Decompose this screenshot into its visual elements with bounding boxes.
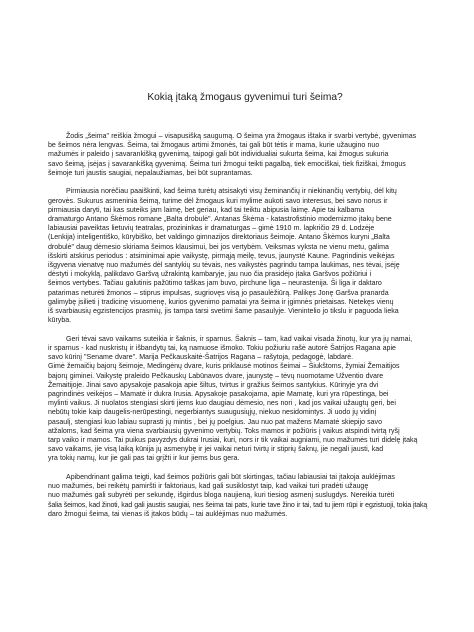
paragraph-line: Gimė žemaičių bajorų šeimoje, Medingėnų dvare, kuris priklausė motinos šeimai – Šiukštoms, žymiai Žemaitijos [48, 363, 400, 371]
paragraph-line: Geri tėvai savo vaikams suteikia ir šaknis, ir sparnus. Šaknis – tam, kad vaikai visada žinotų, kur yra jų namai, [66, 335, 413, 343]
paragraph-line: nuo mažumės gali subyrėti per sekundę, išgirdus bloga naujieną, kuri tiesiog asmenį suslugdys. Nereikia turėti [48, 492, 395, 500]
paragraph-line: savo vaikams, jie visą laiką kūnija jų asmenybę ir jei vaikai neturi tvirtų ir stiprių šaknų, jie negali jausti, kad [48, 446, 384, 454]
paragraph-line: pasaulį, stengiasi kuo labiau suprasti jų mintis , bei jų poelgius. Jau nuo pat mažens Mamatė skiepijo savo [48, 418, 383, 426]
paragraph-line: Žodis „šeima" reiškia žmogui – visapusišką saugumą. O šeima yra žmogaus ištaka ir svarbi vertybė, gyvenimas [66, 133, 417, 140]
paragraph-line: bajorų giminei. Vaikystę praleido Pečkauskų Labūnavos dvare, jaunystę – tėvų nuomotame Užventio dvare [48, 372, 384, 380]
paragraph-line: drobulė" daug dėmesio skiriama šeimos klausimui, bei jos vertybėm. Veiksmas vyksta ne vienu metu, galima [48, 243, 389, 251]
paragraph-line: kūryba. [48, 317, 72, 325]
paragraph-line: gerovės. Sukurus asmeninia šeimą, turime dėl žmogaus kuri mylime aukoti savo interesus, bei savo norus ir [48, 197, 388, 205]
paragraph-line: savo kūrinį "Sename dvare". Marija Pečkauskaitė-Šatrijos Ragana – rašytoja, pedagogė, labdarė. [48, 354, 354, 362]
paragraph-line: mylinti vaikus. Ji nuolatos stengiasi skirti jiems kuo daugiau dėmesio, nes nori , kad jos vaikai užaugtų geri, bei [48, 400, 396, 408]
paragraph-line: galimybę įsilieti į tradicinę visuomenę, kurios gyvenimo pamatai yra šeima ir įgimnės prietaisas. Netekęs vienų [48, 298, 394, 306]
paragraph-line: patarimas neturėti žmonos – stiprus impulsas, sugriovęs visą jo pasaulėžiūrą. Palikęs Jonę Garšva pranarda [48, 289, 389, 297]
paragraph-1 [48, 132, 434, 178]
paragraph-line: šeimoje turi jaustis saugiai, nepalaužiamas, bei būt suprantamas. [48, 169, 253, 177]
paragraph-line: šeimos vertybes. Tačiau galutinis pažūtimo taškas jam buvo, pirchune liga – neurastenija. Ši liga ir daktaro [48, 280, 382, 288]
paragraph-line: labiausiai paveiktas lietuvių teatralas, prozininkas ir dramaturgas – gimė 1910 m. lapkričio 29 d. Lodzėje [48, 225, 375, 233]
paragraph-line: Žemaitijoje. Jinai savo apysakoje pasakoja apie šiltus, tvirtus ir gražius šeimos santykius. Kūrinyje yra dvi [48, 381, 379, 389]
paragraph-line: dėstyti i mokyklą, palikdavo Garšvą užrakintą kambaryje, jau nuo čia prasidėjo įtaka Garšvos požiūriui i [48, 271, 372, 279]
document-title: Kokią įtaką žmogaus gyvenimui turi šeima? [147, 92, 343, 103]
paragraph-2 [48, 187, 434, 325]
paragraph-line: pagrindinės veikėjos – Mamatė ir dukra Irusia. Apysakoje pasakojama, apie Mamatę, kuri yra rūpestinga, bei [48, 391, 389, 399]
paragraph-line: (Lenkija) inteligentiško, kūrybiško, bet valdingo gimnazijos direktoriaus šeimoje. Antano Škėmos kuryni „Balta [48, 234, 390, 242]
paragraph-line: dramaturgo Antano Škėmos romane „Balta drobulė". Antanas Škėma - katastrofistinio modernizmo įtakų bene [48, 216, 392, 224]
paragraph-line: ir sparnus - kad nuskristų ir išbandytų tai, ką namuose išmoko. Tokiu požiuriu rašė autorė Šatrijos Ragana apie [48, 345, 396, 353]
paragraph-line: tarp vaiko ir mamos. Tai puikus pavyzdys dukrai Irusiai, kuri, nors ir tik vaikai augniami, nuo mažumės turi didelę įtaką [48, 437, 418, 445]
paragraph-3 [48, 335, 434, 464]
paragraph-line: pirmiausia daryti, tai kas suteiks jam laimę, bet geriau, kad tai teiktu abipusia laimę. Apie tai kalbama [48, 206, 365, 214]
paragraph-line: be šeimos nėra lengvas. Šeima, tai žmogaus artimi žmonės, tai gali būt tėtis ir mama, kurie užaugino nuo [48, 142, 380, 150]
paragraph-line: išgyvena vienatvę nuo mažumės dėl santykių su tėvais, nes vaikystės pagrindu tampa laukimas, nes tėvai, įsėję [48, 262, 400, 270]
paragraph-line: nuo mažumės, bei reikėtų pamiršti ir faktoriaus, kad gali susiklostyt taip, kad vaikai turi pradėti užaugę [48, 483, 369, 491]
paragraph-line: šalia šeimos, kad žinoti, kad gali jaustis saugiai, nes šeima tai pats, kurie tave žino ir tai, tad tu jiem rūpi ir egzistuoji, tokia įtaką [48, 501, 428, 509]
paragraph-line: yra tokių namų, kur jie gali pas tai grįžti ir kur jiems bus gera. [48, 455, 240, 463]
paragraph-line: savo šeimą, įsėjas į savarankišką gyvenimą. Šeima turi žmogui teikti pagalbą, tiek emociškai, tiek fiziškai, žmogus [48, 160, 406, 168]
paragraph-line: išskirti atskirus periodus : atsiminimai apie vaikystę, pirmąją meilę, tevus, jaunystė Kaune. Pagrindinis veikėjas [48, 252, 395, 260]
paragraph-line: Pirmiausia norėčiau paaiškinti, kad šeima turėtų atsisakyti visų žeminančių ir niekinančių vertybių, dėl kitų [66, 188, 397, 196]
paragraph-line: mažumės ir paleido į savarankišką gyvenimą, taipogi gali būt individualiai sukurta šeima, kai žmogus sukuria [48, 151, 389, 159]
paragraph-line: iš svarbiausių egzistencijos prasmių, jis tampa tarsi svetimi šame pasaulyje. Vienintelio jo tikslu ir paguoda lieka [48, 308, 399, 316]
paragraph-line: atžaloms, kad šeima yra viena svarbiausių gyvenimo vertybių. Toks mamos ir požiūris į vaikus atspindi tvirtą ryšį [48, 427, 400, 435]
paragraph-line: Apibendrinant galima teigti, kad šeimos požiūris gali būt skirtingas, tačiau labiausiai tai įtakoja auklėjimas [66, 474, 395, 482]
paragraph-4 [48, 473, 434, 519]
paragraph-line: nebūtų tokie kaip daugelis-nerūpestingi, negerbiantys suaugusiųjų, niekuo nesidomintys. Ji uodo jų vidinį [48, 409, 377, 417]
paragraph-line: daro žmogui šeima, tai vienas iš įtakos būdų – tai auklėjimas nuo mažumės. [48, 510, 288, 518]
